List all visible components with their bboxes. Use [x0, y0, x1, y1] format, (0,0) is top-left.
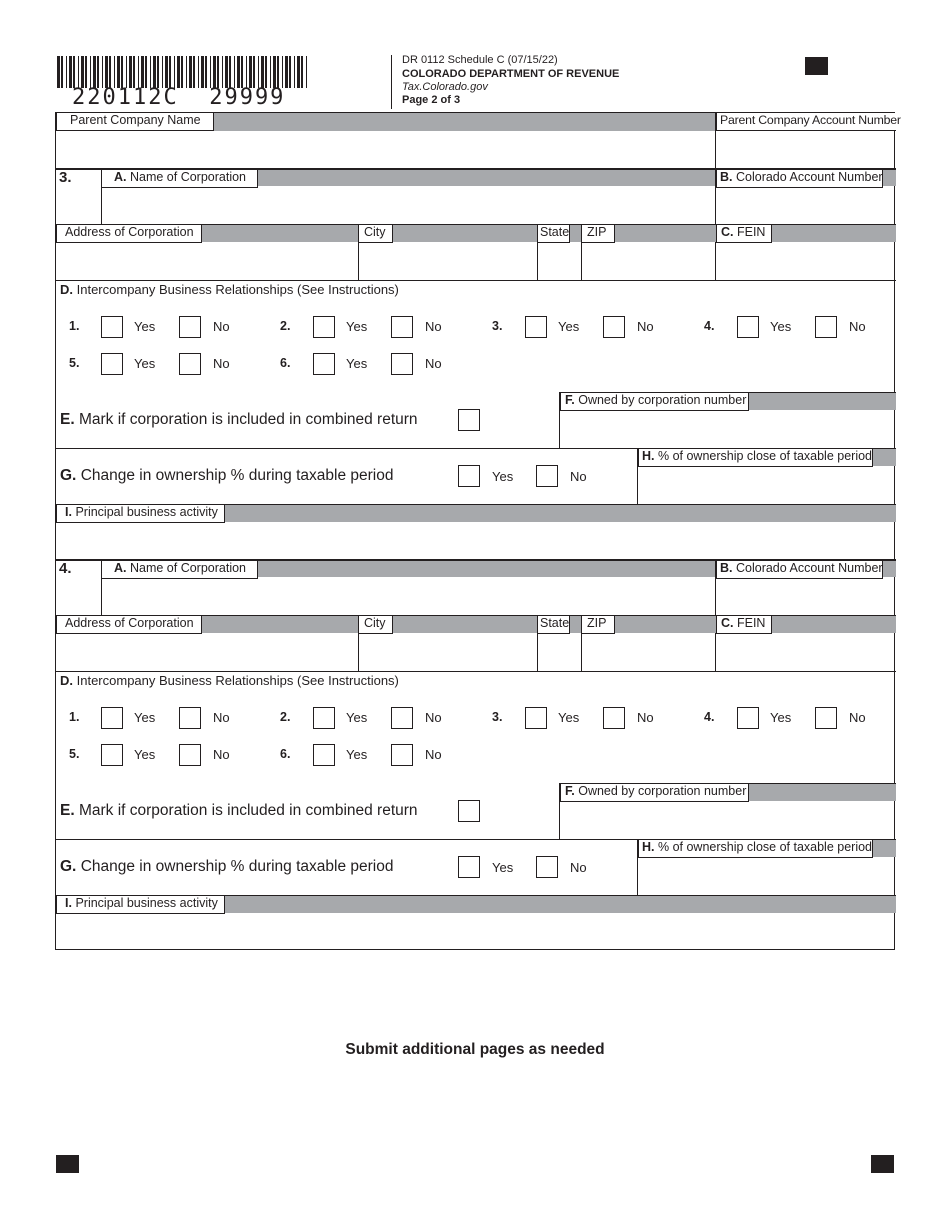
colorado-account-label: B. Colorado Account Number — [716, 170, 883, 188]
relationship-5-number: 5. — [69, 356, 80, 370]
relationship-2-yes-checkbox[interactable] — [313, 316, 335, 338]
fein-field[interactable] — [716, 243, 896, 280]
yes-label: Yes — [770, 319, 792, 334]
parent-account-field[interactable] — [716, 131, 896, 168]
relationship-5-no-checkbox[interactable] — [179, 353, 201, 375]
relationship-1-number: 1. — [69, 319, 80, 333]
business-activity-field[interactable] — [56, 914, 896, 949]
address-label: Address of Corporation — [56, 225, 202, 243]
zip-field[interactable] — [582, 634, 715, 671]
colorado-account-field[interactable] — [716, 579, 896, 615]
relationship-1-no-checkbox[interactable] — [179, 316, 201, 338]
parent-company-name-field[interactable] — [56, 131, 715, 168]
relationship-2-number: 2. — [280, 710, 291, 724]
no-label: No — [425, 356, 442, 371]
relationship-3-number: 3. — [492, 710, 503, 724]
relationship-4-number: 4. — [704, 710, 715, 724]
yes-label: Yes — [134, 747, 156, 762]
no-label: No — [849, 319, 866, 334]
address-field[interactable] — [56, 634, 358, 671]
department-name: COLORADO DEPARTMENT OF REVENUE — [402, 68, 620, 80]
fein-field[interactable] — [716, 634, 896, 671]
yes-label: Yes — [134, 319, 156, 334]
yes-label: Yes — [558, 319, 580, 334]
no-label: No — [425, 710, 442, 725]
parent-company-name-label: Parent Company Name — [56, 113, 214, 131]
section-number: 4. — [59, 560, 72, 577]
relationship-2-no-checkbox[interactable] — [391, 316, 413, 338]
no-label: No — [637, 710, 654, 725]
state-label: State — [537, 225, 570, 243]
combined-return-checkbox[interactable] — [458, 409, 480, 431]
ownership-change-no-checkbox[interactable] — [536, 465, 558, 487]
relationship-5-no-checkbox[interactable] — [179, 744, 201, 766]
yes-label: Yes — [770, 710, 792, 725]
relationship-2-yes-checkbox[interactable] — [313, 707, 335, 729]
ownership-change-yes-checkbox[interactable] — [458, 465, 480, 487]
yes-label: Yes — [558, 710, 580, 725]
address-field[interactable] — [56, 243, 358, 280]
state-field[interactable] — [538, 243, 581, 280]
relationship-4-number: 4. — [704, 319, 715, 333]
relationship-1-number: 1. — [69, 710, 80, 724]
relationship-5-yes-checkbox[interactable] — [101, 353, 123, 375]
business-activity-field[interactable] — [56, 523, 896, 559]
relationship-3-no-checkbox[interactable] — [603, 707, 625, 729]
form-id: DR 0112 Schedule C (07/15/22) — [402, 54, 558, 66]
ownership-percent-label: H. % of ownership close of taxable period — [638, 449, 873, 467]
yes-label: Yes — [134, 710, 156, 725]
no-label: No — [849, 710, 866, 725]
ownership-change-yes-checkbox[interactable] — [458, 856, 480, 878]
city-label: City — [358, 616, 393, 634]
yes-label: Yes — [346, 319, 368, 334]
zip-field[interactable] — [582, 243, 715, 280]
yes-label: Yes — [346, 747, 368, 762]
form — [55, 112, 901, 950]
relationship-4-no-checkbox[interactable] — [815, 707, 837, 729]
zip-label: ZIP — [581, 225, 615, 243]
relationship-4-no-checkbox[interactable] — [815, 316, 837, 338]
submit-note: Submit additional pages as needed — [345, 1041, 605, 1058]
no-label: No — [425, 747, 442, 762]
barcode-number: 220112C 29999 — [72, 85, 286, 110]
no-label: No — [570, 860, 587, 875]
combined-return-text: E. Mark if corporation is included in combined return — [60, 802, 418, 819]
city-field[interactable] — [359, 634, 537, 671]
business-activity-label: I. Principal business activity — [56, 896, 225, 914]
yes-label: Yes — [134, 356, 156, 371]
corporation-section-3 — [56, 168, 896, 560]
relationship-3-yes-checkbox[interactable] — [525, 707, 547, 729]
header-divider — [391, 55, 392, 109]
state-label: State — [537, 616, 570, 634]
relationship-4-yes-checkbox[interactable] — [737, 316, 759, 338]
relationships-heading: D. Intercompany Business Relationships (See Instructions) — [60, 282, 399, 297]
relationship-6-number: 6. — [280, 356, 291, 370]
owned-by-field[interactable] — [560, 411, 896, 448]
ownership-percent-field[interactable] — [638, 858, 896, 895]
owned-by-field[interactable] — [560, 802, 896, 839]
relationship-6-no-checkbox[interactable] — [391, 353, 413, 375]
no-label: No — [637, 319, 654, 334]
ownership-change-text: G. Change in ownership % during taxable period — [60, 467, 394, 484]
ownership-change-no-checkbox[interactable] — [536, 856, 558, 878]
relationship-2-no-checkbox[interactable] — [391, 707, 413, 729]
combined-return-text: E. Mark if corporation is included in combined return — [60, 411, 418, 428]
relationship-5-yes-checkbox[interactable] — [101, 744, 123, 766]
name-of-corporation-label: A. Name of Corporation — [101, 170, 258, 188]
relationship-2-number: 2. — [280, 319, 291, 333]
name-of-corporation-field[interactable] — [102, 188, 715, 224]
yes-label: Yes — [346, 710, 368, 725]
name-of-corporation-label: A. Name of Corporation — [101, 561, 258, 579]
yes-label: Yes — [492, 860, 514, 875]
relationship-3-yes-checkbox[interactable] — [525, 316, 547, 338]
owned-by-label: F. Owned by corporation number — [560, 393, 749, 411]
yes-label: Yes — [492, 469, 514, 484]
colorado-account-field[interactable] — [716, 188, 896, 224]
barcode — [57, 56, 309, 88]
page-number: Page 2 of 3 — [402, 94, 461, 106]
name-of-corporation-field[interactable] — [102, 579, 715, 615]
relationship-3-number: 3. — [492, 319, 503, 333]
fein-label: C. FEIN — [716, 225, 772, 243]
combined-return-checkbox[interactable] — [458, 800, 480, 822]
no-label: No — [213, 710, 230, 725]
relationship-6-no-checkbox[interactable] — [391, 744, 413, 766]
state-field[interactable] — [538, 634, 581, 671]
no-label: No — [570, 469, 587, 484]
relationship-6-yes-checkbox[interactable] — [313, 353, 335, 375]
no-label: No — [213, 747, 230, 762]
address-label: Address of Corporation — [56, 616, 202, 634]
relationship-6-number: 6. — [280, 747, 291, 761]
parent-account-label: Parent Company Account Number — [716, 113, 896, 131]
ownership-percent-field[interactable] — [638, 467, 896, 504]
registration-mark-top — [805, 57, 828, 75]
city-field[interactable] — [359, 243, 537, 280]
no-label: No — [213, 319, 230, 334]
registration-mark-bottom-left — [56, 1155, 79, 1173]
yes-label: Yes — [346, 356, 368, 371]
relationships-heading: D. Intercompany Business Relationships (See Instructions) — [60, 673, 399, 688]
ownership-change-text: G. Change in ownership % during taxable period — [60, 858, 394, 875]
section-number: 3. — [59, 169, 72, 186]
relationship-5-number: 5. — [69, 747, 80, 761]
registration-mark-bottom-right — [871, 1155, 894, 1173]
no-label: No — [213, 356, 230, 371]
business-activity-label: I. Principal business activity — [56, 505, 225, 523]
relationship-1-yes-checkbox[interactable] — [101, 707, 123, 729]
no-label: No — [425, 319, 442, 334]
fein-label: C. FEIN — [716, 616, 772, 634]
colorado-account-label: B. Colorado Account Number — [716, 561, 883, 579]
relationship-6-yes-checkbox[interactable] — [313, 744, 335, 766]
barcode-icon — [57, 56, 309, 88]
ownership-percent-label: H. % of ownership close of taxable period — [638, 840, 873, 858]
relationship-1-no-checkbox[interactable] — [179, 707, 201, 729]
city-label: City — [358, 225, 393, 243]
owned-by-label: F. Owned by corporation number — [560, 784, 749, 802]
relationship-3-no-checkbox[interactable] — [603, 316, 625, 338]
zip-label: ZIP — [581, 616, 615, 634]
website: Tax.Colorado.gov — [402, 81, 488, 93]
relationship-1-yes-checkbox[interactable] — [101, 316, 123, 338]
corporation-section-4 — [56, 559, 896, 951]
relationship-4-yes-checkbox[interactable] — [737, 707, 759, 729]
